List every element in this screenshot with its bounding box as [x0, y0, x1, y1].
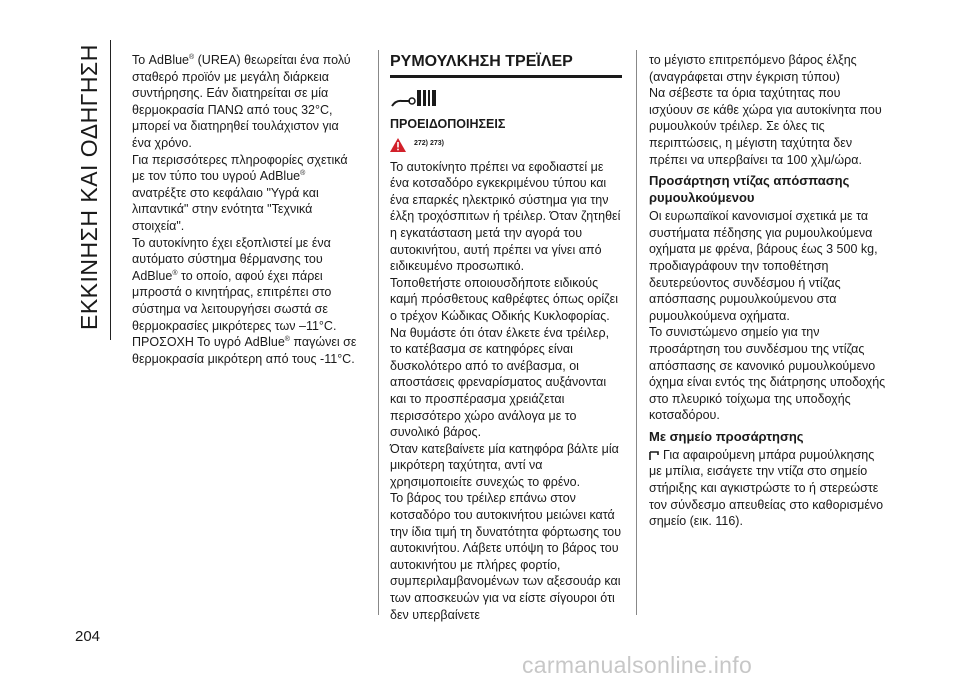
warning-refs: 272) 273) [414, 140, 444, 148]
paragraph: Το συνιστώμενο σημείο για την προσάρτηση του συνδέσμου της ντίζας απόσπασης σε κανονικό ρυμουλκούμενο όχημα είναι εντός της διάτρησης υποδοχής στο πλευρικό τοίχωμα της υποδοχής κοτσαδόρου. [649, 325, 886, 423]
watermark: carmanualsonline.info [522, 652, 753, 678]
paragraph: Το αυτοκίνητο πρέπει να εφοδιαστεί με ένα κοτσαδόρο εγκεκριμένου τύπου και ένα επαρκές ηλεκτρικό σύστημα για την έλξη τροχόσπιτων ή τρέιλερ. Όταν ζητηθεί η εγκατάσταση μετά την αγορά του αυτοκινήτου, αυτή πρέπει να γίνει από ειδικευμένο προσωπικό. [390, 159, 621, 274]
warnings-heading: ΠΡΟΕΙΔΟΠΟΙΗΣΕΙΣ [390, 117, 506, 131]
column-trailer-towing [390, 52, 622, 623]
section-title: ΡΥΜΟΥΛΚΗΣΗ ΤΡΕΪΛΕΡ [390, 52, 622, 78]
paragraph: ΠΡΟΣΟΧΗ Το υγρό AdBlue® παγώνει σε θερμοκρασία μικρότερη από τους -11°C. [132, 335, 357, 366]
paragraph: Να θυμάστε ότι όταν έλκετε ένα τρέιλερ, το κατέβασμα σε κατηφόρες είναι δυσκολότερο από το ανέβασμα, οι αποστάσεις φρεναρίσματος αυξάνονται και το προσπέρασμα χρειάζεται περισσότερο χώρο ανάλογα με το συνολικό βάρος. [390, 325, 610, 440]
column-breakaway-cable [649, 52, 887, 530]
paragraph: Οι ευρωπαϊκοί κανονισμοί σχετικά με τα συστήματα πέδησης για ρυμουλκούμενα οχήματα με φρένα, βάρους έως 3 500 kg, προδιαγράφουν την τοποθέτηση δευτερεύοντος συνδέσμου ή ντίζας απόσπασης ρυμουλκούμενου στα ρυμουλκούμενα οχήματα. [649, 209, 878, 323]
paragraph: Το AdBlue® (UREA) θεωρείται ένα πολύ σταθερό προϊόν με μεγάλη διάρκεια συντήρησης. Εάν διατηρείται σε μία θερμοκρασία ΠΑΝΩ από τους 32°C, μπορεί να διατηρηθεί τουλάχιστον για ένα χρόνο. [132, 53, 351, 150]
column-divider [378, 50, 379, 615]
paragraph: Το βάρος του τρέιλερ επάνω στον κοτσαδόρο του αυτοκινήτου μειώνει κατά την ίδια τιμή τη δυνατότητα φόρτωσης του αυτοκινήτου. Λάβετε υπόψη το βάρος του αυτοκινήτου με πλήρες φορτίο, συμπεριλαμβανομένων των αξεσουάρ και των αποσκευών για να είστε σίγουροι ότι δεν υπερβαίνετε [390, 491, 622, 622]
attachment-point-heading: Με σημείο προσάρτησης [649, 428, 804, 444]
paragraph: Όταν κατεβαίνετε μία κατηφόρα βάλτε μία μικρότερη ταχύτητα, αντί να χρησιμοποιείτε συνεχώς το φρένο. [390, 441, 619, 489]
page-number: 204 [75, 628, 101, 645]
trailer-tow-icon [390, 86, 438, 112]
warning-triangle-icon [390, 138, 406, 152]
column-divider [636, 50, 637, 615]
paragraph: Τοποθετήστε οποιουσδήποτε ειδικούς καμή πρόσθετους καθρέφτες όπως ορίζει ο τρέχον Κώδικας Οδικής Κυκλοφορίας. [390, 275, 618, 323]
column-adblue [132, 52, 360, 367]
paragraph: το μέγιστο επιτρεπόμενο βάρος έλξης (αναγράφεται στην έγκριση τύπου) [649, 53, 857, 84]
trailer-tow-icon [390, 86, 622, 112]
paragraph: Για περισσότερες πληροφορίες σχετικά με τον τύπο του υγρού AdBlue® ανατρέξτε στο κεφάλαιο "Υγρά και λιπαντικά" στην ενότητα "Τεχνικά στοιχεία". [132, 152, 348, 233]
paragraph: Για αφαιρούμενη μπάρα ρυμούλκησης με μπίλια, εισάγετε την ντίζα στο σημείο στήριξης και αγκιστρώστε το ή στερεώστε τον σύνδεσμο απευθείας στο καθορισμένο σημείο (εικ. 116). [649, 447, 884, 529]
checkbox-bullet-icon [649, 451, 659, 461]
paragraph: Το αυτοκίνητο έχει εξοπλιστεί με ένα αυτόματο σύστημα θέρμανσης του AdBlue® το οποίο, αφού έχει πάρει μπροστά ο κινητήρας, επιτρέπει στο σύστημα να λειτουργήσει σωστά σε θερμοκρασίες μικρότερες των –11°C. [132, 235, 337, 333]
paragraph: Να σέβεστε τα όρια ταχύτητας που ισχύουν σε κάθε χώρα για αυτοκίνητα που ρυμουλκούν τρέιλερ. Σε όλες τις περιπτώσεις, η μέγιστη ταχύτητα δεν πρέπει να υπερβαίνει τα 100 χλμ/ώρα. [649, 86, 882, 167]
breakaway-heading: Προσάρτηση ντίζας απόσπασης ρυμουλκούμενου [649, 173, 850, 206]
warning-references [390, 137, 622, 153]
side-tab-label: ΕΚΚΙΝΗΣΗ ΚΑΙ ΟΔΗΓΗΣΗ [76, 44, 102, 330]
